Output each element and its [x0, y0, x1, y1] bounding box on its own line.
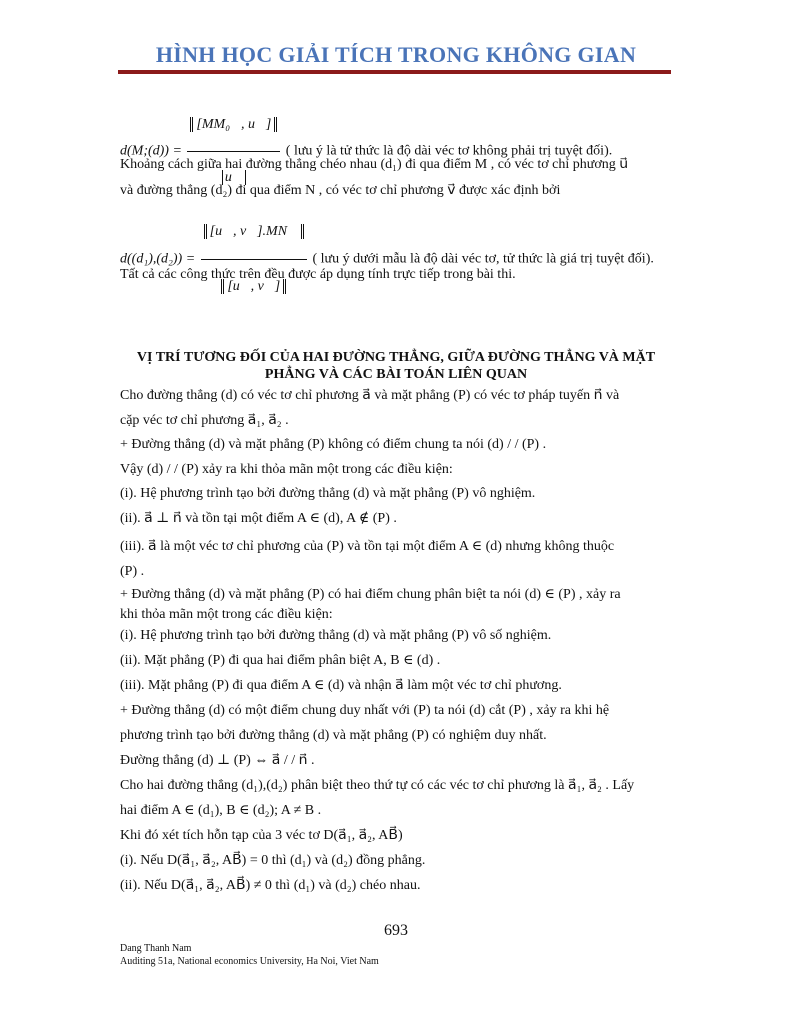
body-line-1: cặp véc tơ chỉ phương a⃗₁, a⃗₂ .: [120, 413, 289, 428]
body-line-18: Khi đó xét tích hỗn tạp của 3 véc tơ D(a⃗₁, a⃗₂, AB⃗): [120, 828, 403, 843]
body-line-8: + Đường thẳng (d) và mặt phẳng (P) có hai điểm chung phân biệt ta nói (d) ∈ (P) , xảy ra: [120, 587, 621, 602]
body-line-19: (i). Nếu D(a⃗₁, a⃗₂, AB⃗) = 0 thì (d₁) và (d₂) đồng phẳng.: [120, 853, 426, 868]
body-line-11: (ii). Mặt phẳng (P) đi qua hai điểm phân biệt A, B ∈ (d) .: [120, 653, 441, 668]
page-header-title: HÌNH HỌC GIẢI TÍCH TRONG KHÔNG GIAN: [155, 42, 637, 67]
body-line-10: (i). Hệ phương trình tạo bởi đường thẳng (d) và mặt phẳng (P) vô số nghiệm.: [120, 628, 552, 643]
formula1-lhs: d(M;(d)) =: [120, 143, 182, 159]
section-title-line-1: VỊ TRÍ TƯƠNG ĐỐI CỦA HAI ĐƯỜNG THẲNG, GIỮA ĐƯỜNG THẲNG VÀ MẶT: [136, 350, 656, 365]
section-title: [120, 349, 672, 383]
formula2-fraction: [201, 206, 307, 313]
body-line-3: Vậy (d) / / (P) xảy ra khi thỏa mãn một trong các điều kiện:: [120, 462, 453, 477]
header-rule: [118, 70, 671, 74]
page-number: 693: [384, 922, 408, 939]
body-line-4: (i). Hệ phương trình tạo bởi đường thẳng (d) và mặt phẳng (P) vô nghiệm.: [120, 486, 536, 501]
body-line-9: khi thỏa mãn một trong các điều kiện:: [120, 607, 333, 622]
body-line-2: + Đường thẳng (d) và mặt phẳng (P) không có điểm chung ta nói (d) / / (P) .: [120, 437, 547, 452]
body-line-15: Đường thẳng (d) ⊥ (P) ⇔ a⃗ / / n⃗ .: [120, 753, 315, 768]
formula2-numerator: [u⃗, v⃗].MN⃗: [204, 224, 304, 239]
formula-skew-lines-distance: [120, 206, 654, 313]
formula2-lhs: d((d₁),(d₂)) =: [120, 251, 196, 267]
section-title-line-2: PHẲNG VÀ CÁC BÀI TOÁN LIÊN QUAN: [264, 367, 528, 382]
footer-author: Dang Thanh Nam: [120, 943, 192, 954]
formula1-note: ( lưu ý là tử thức là độ dài véc tơ không phải trị tuyệt đối).: [285, 143, 613, 159]
formula1-denominator: u⃗: [222, 170, 246, 185]
body-line-13: + Đường thẳng (d) có một điểm chung duy nhất với (P) ta nói (d) cắt (P) , xảy ra khi hệ: [120, 703, 610, 718]
body-line-16: Cho hai đường thẳng (d₁),(d₂) phân biệt theo thứ tự có các véc tơ chỉ phương là a⃗₁, a⃗₂ . Lấy: [120, 778, 635, 793]
formula2-note: ( lưu ý dưới mẫu là độ dài véc tơ, tử thức là giá trị tuyệt đối).: [312, 251, 654, 267]
body-line-6: (iii). a⃗ là một véc tơ chỉ phương của (P) và tồn tại một điểm A ∈ (d) nhưng không thuộc: [120, 539, 615, 554]
body-line-17: hai điểm A ∈ (d₁), B ∈ (d₂); A ≠ B .: [120, 803, 322, 818]
paragraph-skew-line-1: Khoảng cách giữa hai đường thẳng chéo nhau (d₁) đi qua điểm M , có véc tơ chỉ phương u⃗: [120, 157, 629, 172]
body-line-20: (ii). Nếu D(a⃗₁, a⃗₂, AB⃗) ≠ 0 thì (d₁) và (d₂) chéo nhau.: [120, 878, 421, 893]
formula2-denominator: [u⃗, v⃗]: [221, 279, 286, 294]
paragraph-all-formulas: Tất cả các công thức trên đều được áp dụng tính trực tiếp trong bài thi.: [120, 267, 516, 282]
body-line-12: (iii). Mặt phẳng (P) đi qua điểm A ∈ (d) và nhận a⃗ làm một véc tơ chỉ phương.: [120, 678, 562, 693]
body-line-0: Cho đường thẳng (d) có véc tơ chỉ phương a⃗ và mặt phẳng (P) có véc tơ pháp tuyến n⃗ và: [120, 388, 620, 403]
footer-affiliation: Auditing 51a, National economics University, Ha Noi, Viet Nam: [120, 956, 379, 967]
body-line-5: (ii). a⃗ ⊥ n⃗ và tồn tại một điểm A ∈ (d), A ∉ (P) .: [120, 511, 397, 526]
formula1-numerator: [MM₀⃗, u⃗]: [190, 117, 277, 132]
body-line-7: (P) .: [120, 564, 145, 579]
paragraph-skew-line-2: và đường thẳng (d₂) đi qua điểm N , có véc tơ chỉ phương v⃗ được xác định bởi: [120, 183, 561, 198]
body-line-14: phương trình tạo bởi đường thẳng (d) và mặt phẳng (P) có nghiệm duy nhất.: [120, 728, 547, 743]
